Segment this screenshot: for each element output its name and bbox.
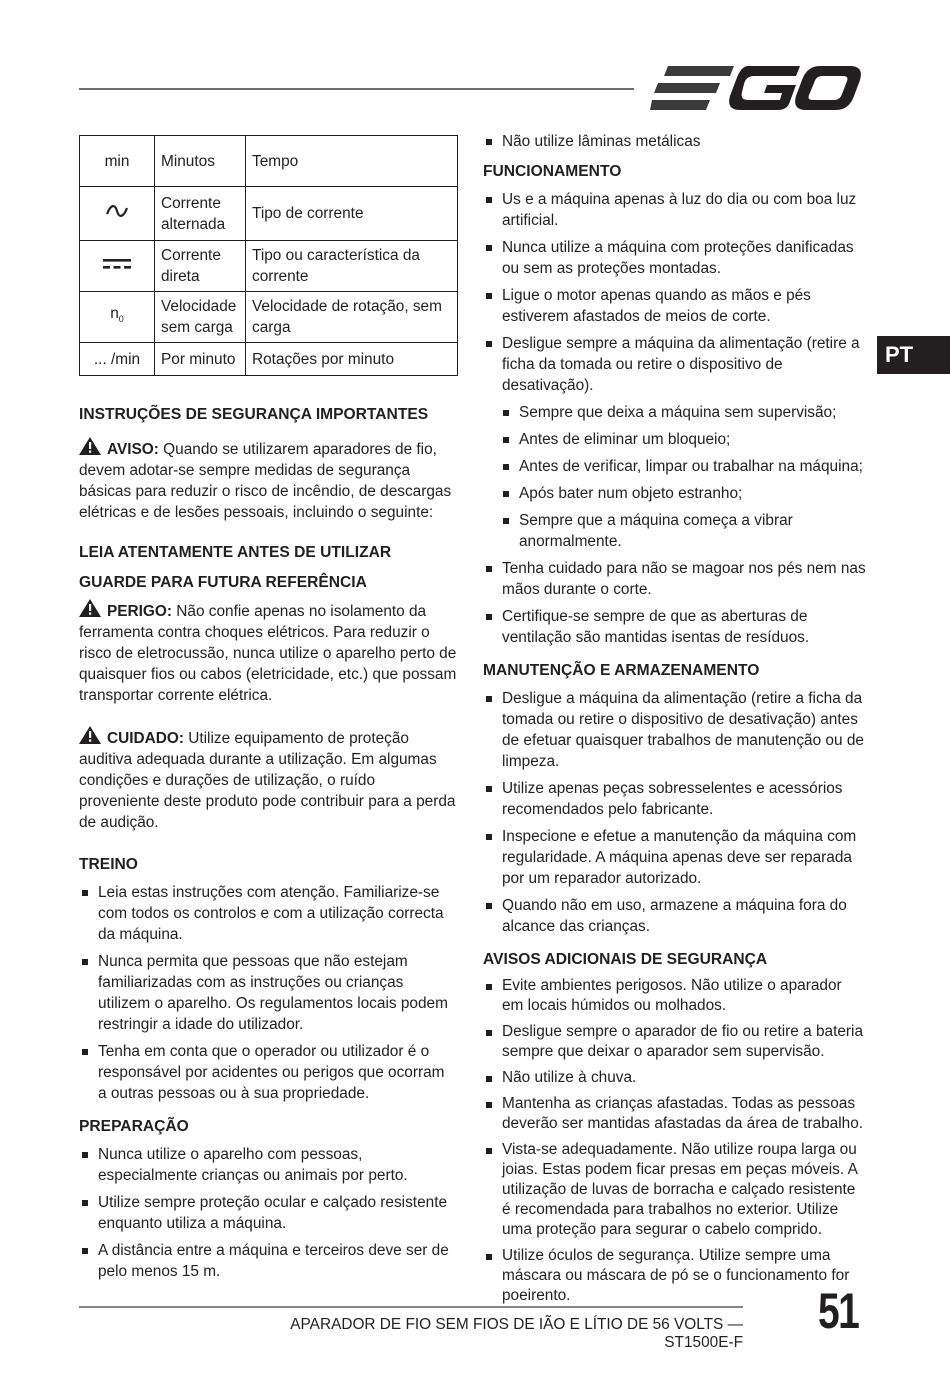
table-row (80, 343, 458, 376)
warning-triangle-icon (79, 726, 101, 744)
desc-cell: Tempo (246, 136, 458, 187)
ego-logo (650, 62, 862, 114)
header-rule (79, 88, 634, 90)
aviso-label: AVISO: (107, 441, 159, 458)
cuidado-label: CUIDADO: (107, 730, 184, 747)
list-item: Desligue sempre o aparador de fio ou retire a bateria sempre que deixar o aparador sem supervisão. (483, 1022, 867, 1062)
treino-heading: TREINO (79, 856, 138, 873)
list-item: Antes de eliminar um bloqueio; (500, 429, 867, 450)
perigo-paragraph (79, 599, 457, 706)
func-list (483, 189, 867, 396)
list-item: Utilize sempre proteção ocular e calçado resistente enquanto utiliza a máquina. (79, 1192, 457, 1234)
footer-product-title: APARADOR DE FIO SEM FIOS DE IÃO E LÍTIO DE 56 VOLTS — ST1500E-F (290, 1316, 743, 1351)
prep-list (79, 1144, 457, 1282)
list-item: Vista-se adequadamente. Não utilize roupa larga ou joias. Estas podem ficar presas em peças móveis. A utilização de luvas de borracha e calçado resistente é recomendada para trabalhos no exterior. Utilize uma proteção para segurar o cabelo comprido. (483, 1140, 867, 1240)
symbol-sub: 0 (118, 314, 124, 325)
aviso-paragraph (79, 437, 457, 523)
warning-triangle-icon (79, 599, 101, 617)
warning-triangle-icon (79, 437, 101, 455)
name-cell: Minutos (155, 136, 246, 187)
treino-list (79, 882, 457, 1104)
perigo-text: Não confie apenas no isolamento da ferramenta contra choques elétricos. Para reduzir o risco de eletrocussão, nunca utilize o aparelho perto de quaisquer fios ou cabos (eletricidade, etc.) que possam transportar corrente elétrica. (79, 603, 457, 704)
cuidado-text: Utilize equipamento de proteção auditiva adequada durante a utilização. Em algumas condições e durações de utilização, o ruído proveniente deste produto pode contribuir para a perda de audição. (79, 730, 456, 831)
footer-rule (79, 1306, 743, 1308)
maint-list (483, 688, 867, 937)
right-column (483, 131, 867, 1312)
list-item: Desligue sempre a máquina da alimentação (retire a ficha da tomada ou retire o dispositivo de desativação). (483, 333, 867, 396)
ac-wave-icon (80, 187, 155, 241)
name-cell: Velocidade sem carga (155, 292, 246, 343)
desc-cell: Velocidade de rotação, sem carga (246, 292, 458, 343)
name-cell: Corrente direta (155, 241, 246, 292)
table-row (80, 187, 458, 241)
maint-heading: MANUTENÇÃO E ARMAZENAMENTO (483, 662, 760, 679)
list-item: A distância entre a máquina e terceiros deve ser de pelo menos 15 m. (79, 1240, 457, 1282)
list-item: Nunca utilize o aparelho com pessoas, especialmente crianças ou animais por perto. (79, 1144, 457, 1186)
list-item: Após bater num objeto estranho; (500, 483, 867, 504)
left-column (79, 135, 457, 1288)
extra-list (483, 976, 867, 1306)
name-cell: Por minuto (155, 343, 246, 376)
symbol-cell: min (80, 136, 155, 187)
keep-heading: GUARDE PARA FUTURA REFERÊNCIA (79, 574, 367, 591)
list-item: Não utilize à chuva. (483, 1068, 867, 1088)
func-heading: FUNCIONAMENTO (483, 163, 622, 180)
dc-current-icon (80, 241, 155, 292)
symbol-cell: ... /min (80, 343, 155, 376)
aviso-text: Quando se utilizarem aparadores de fio, devem adotar-se sempre medidas de segurança básicas para reduzir o risco de incêndio, de descargas elétricas e de lesões pessoais, incluindo o seguinte: (79, 441, 452, 521)
list-item: Antes de verificar, limpar ou trabalhar na máquina; (500, 456, 867, 477)
list-item: Us e a máquina apenas à luz do dia ou com boa luz artificial. (483, 189, 867, 231)
desc-cell: Rotações por minuto (246, 343, 458, 376)
symbols-table (79, 135, 458, 376)
list-item: Quando não em uso, armazene a máquina fora do alcance das crianças. (483, 895, 867, 937)
prep-heading: PREPARAÇÃO (79, 1118, 189, 1135)
desc-cell: Tipo de corrente (246, 187, 458, 241)
desc-cell: Tipo ou característica da corrente (246, 241, 458, 292)
list-item: Sempre que deixa a máquina sem supervisão; (500, 402, 867, 423)
list-item: Leia estas instruções com atenção. Familiarize-se com todos os controlos e com a utilização correcta da máquina. (79, 882, 457, 945)
list-item: Evite ambientes perigosos. Não utilize o aparador em locais húmidos ou molhados. (483, 976, 867, 1016)
list-item: Desligue a máquina da alimentação (retire a ficha da tomada ou retire o dispositivo de desativação) antes de efetuar quaisquer trabalhos de manutenção ou de limpeza. (483, 688, 867, 772)
page-number: 51 (818, 1283, 859, 1339)
list-item: Utilize apenas peças sobresselentes e acessórios recomendados pelo fabricante. (483, 778, 867, 820)
safety-heading: INSTRUÇÕES DE SEGURANÇA IMPORTANTES (79, 406, 429, 423)
list-item: Inspecione e efetue a manutenção da máquina com regularidade. A máquina apenas deve ser reparada por um reparador autorizado. (483, 826, 867, 889)
symbol-cell (80, 292, 155, 343)
perigo-label: PERIGO: (107, 603, 172, 620)
list-item: Mantenha as crianças afastadas. Todas as pessoas deverão ser mantidas afastadas da área de trabalho. (483, 1094, 867, 1134)
func-list-after (483, 558, 867, 648)
func-sub-list (483, 402, 867, 552)
extra-heading: AVISOS ADICIONAIS DE SEGURANÇA (483, 951, 768, 968)
list-item: Tenha em conta que o operador ou utilizador é o responsável por acidentes ou perigos que ocorram a outras pessoas ou à sua propriedade. (79, 1041, 457, 1104)
top-list (483, 131, 867, 152)
language-tab: PT (877, 336, 950, 374)
list-item: Não utilize lâminas metálicas (483, 131, 867, 152)
list-item: Ligue o motor apenas quando as mãos e pés estiverem afastados de meios de corte. (483, 285, 867, 327)
table-row (80, 241, 458, 292)
read-heading: LEIA ATENTAMENTE ANTES DE UTILIZAR (79, 544, 392, 561)
list-item: Tenha cuidado para não se magoar nos pés nem nas mãos durante o corte. (483, 558, 867, 600)
symbol-n: n (110, 305, 119, 323)
cuidado-paragraph (79, 726, 457, 833)
list-item: Sempre que a máquina começa a vibrar anormalmente. (500, 510, 867, 552)
table-row (80, 136, 458, 187)
name-cell: Corrente alternada (155, 187, 246, 241)
table-row (80, 292, 458, 343)
list-item: Certifique-se sempre de que as aberturas de ventilação são mantidas isentas de resíduos. (483, 606, 867, 648)
list-item: Utilize óculos de segurança. Utilize sempre uma máscara ou máscara de pó se o funcionamento for poeirento. (483, 1246, 867, 1306)
list-item: Nunca permita que pessoas que não estejam familiarizadas com as instruções ou crianças utilizem o aparelho. Os regulamentos locais podem restringir a idade do utilizador. (79, 951, 457, 1035)
list-item: Nunca utilize a máquina com proteções danificadas ou sem as proteções montadas. (483, 237, 867, 279)
